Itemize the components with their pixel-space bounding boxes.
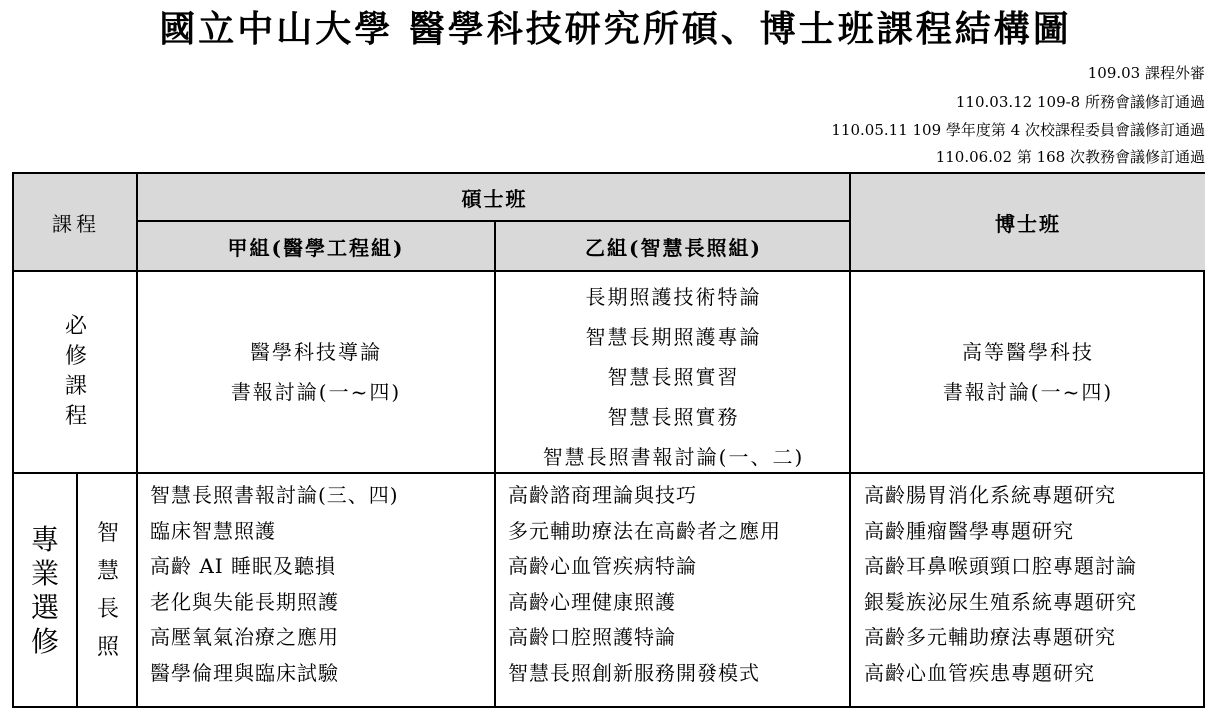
grid-line [76, 474, 78, 708]
elective-col-3 [864, 478, 1204, 691]
course-item: 智慧長照實務 [607, 405, 740, 429]
grid-line [14, 472, 1205, 474]
required-group-a [138, 272, 494, 472]
grid-line [136, 220, 851, 222]
course-item: 高壓氧氣治療之應用 [150, 625, 339, 649]
course-item: 高齡心理健康照護 [508, 589, 676, 614]
course-item: 高齡心血管疾病特論 [508, 554, 697, 578]
course-header: 課程 [52, 211, 100, 236]
revision-note: 110.06.02 第 168 次教務會議修訂通過 [935, 148, 1205, 166]
revision-note: 109.03 課程外審 [1087, 64, 1205, 82]
curriculum-table [12, 172, 1205, 708]
course-item: 智慧長照創新服務開發模式 [508, 660, 760, 685]
course-item: 高齡多元輔助療法專題研究 [864, 625, 1116, 649]
grid-line [136, 174, 138, 472]
course-item: 高齡腸胃消化系統專題研究 [864, 483, 1116, 507]
revision-note: 110.05.11 109 學年度第 4 次校課程委員會議修訂通過 [831, 121, 1205, 139]
course-item: 醫學倫理與臨床試驗 [150, 660, 339, 685]
course-item: 高齡耳鼻喉頭頸口腔專題討論 [864, 554, 1137, 578]
group-a-header: 甲組(醫學工程組) [227, 235, 405, 260]
page-title: 國立中山大學 醫學科技研究所碩、博士班課程結構圖 [159, 8, 1072, 50]
grid-line [14, 270, 1205, 272]
grid-line [136, 474, 138, 708]
required-phd [851, 272, 1205, 472]
course-item: 醫學科技導論 [250, 340, 382, 364]
course-item: 書報討論(一~四) [230, 380, 402, 404]
elective-col-1 [150, 478, 494, 691]
course-item: 長期照護技術特論 [585, 285, 762, 309]
elective-label: 專 業 選 修 [30, 523, 59, 658]
course-item: 高齡心血管疾患專題研究 [864, 660, 1095, 685]
course-item: 高齡諮商理論與技巧 [508, 483, 697, 507]
required-group-b [496, 277, 851, 477]
phd-header: 博士班 [995, 211, 1061, 236]
course-item: 書報討論(一~四) [942, 380, 1114, 404]
group-b-header: 乙組(智慧長照組) [585, 235, 762, 260]
grid-line [494, 220, 496, 708]
elective-col-2 [508, 478, 851, 691]
revision-note: 110.03.12 109-8 所務會議修訂通過 [955, 93, 1205, 111]
course-item: 智慧長期照護專論 [585, 325, 762, 349]
course-item: 銀髮族泌尿生殖系統專題研究 [864, 589, 1137, 614]
required-label: 必 修 課 程 [64, 314, 87, 429]
course-item: 高齡腫瘤醫學專題研究 [864, 518, 1074, 543]
grid-line [849, 174, 851, 708]
course-item: 智慧長照書報討論(三、四) [150, 483, 399, 507]
course-item: 多元輔助療法在高齡者之應用 [508, 518, 781, 543]
course-item: 智慧長照實習 [607, 365, 740, 389]
course-item: 智慧長照書報討論(一、二) [542, 445, 805, 469]
course-item: 老化與失能長期照護 [150, 589, 339, 614]
masters-header: 碩士班 [461, 186, 528, 211]
elective-sub-label: 智 慧 長 照 [96, 521, 119, 660]
course-item: 高齡口腔照護特論 [508, 625, 676, 649]
course-item: 臨床智慧照護 [150, 518, 276, 543]
course-item: 高齡 AI 睡眠及聽損 [150, 554, 337, 578]
course-item: 高等醫學科技 [962, 340, 1094, 364]
